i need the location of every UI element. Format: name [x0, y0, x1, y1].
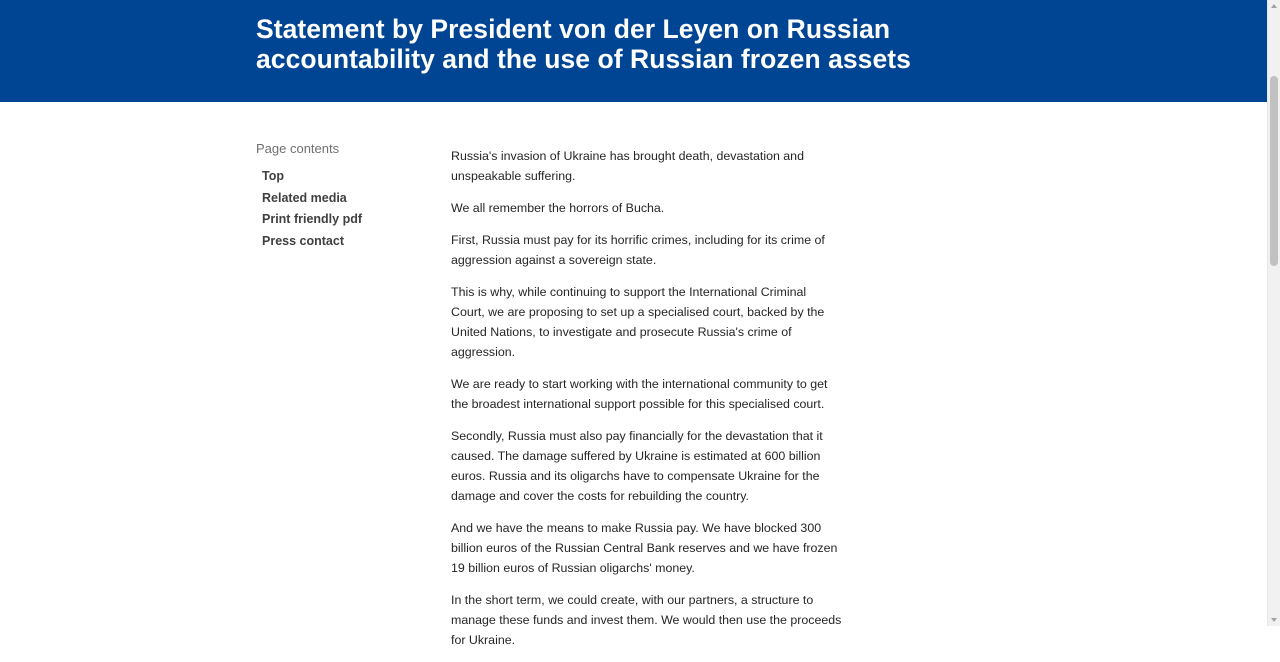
toc-link-related-media[interactable]: Related media — [262, 190, 347, 205]
scroll-thumb[interactable] — [1270, 76, 1278, 266]
toc-link-top[interactable]: Top — [262, 169, 284, 183]
article-paragraph: First, Russia must pay for its horrific crimes, including for its crime of aggression against a sovereign state. — [451, 233, 825, 267]
toc-item-top — [262, 166, 426, 188]
page-header — [0, 0, 1267, 102]
toc-item-press-contact — [262, 231, 426, 253]
article-paragraph: Secondly, Russia must also pay financially for the devastation that it caused. The damage suffered by Ukraine is estimated at 600 billion euros. Russia and its oligarchs have to compensate Ukraine for the damage and cover the costs for rebuilding the country. — [451, 429, 823, 503]
toc-item-print-friendly-pdf — [262, 209, 426, 231]
article-paragraph: We are ready to start working with the international community to get the broadest international support possible for this specialised court. — [451, 377, 828, 411]
toc-link-print-friendly-pdf[interactable]: Print friendly pdf — [262, 212, 362, 227]
scroll-down-arrow-icon[interactable] — [1271, 618, 1277, 622]
article-paragraph: This is why, while continuing to support the International Criminal Court, we are proposing to set up a specialised court, backed by the United Nations, to investigate and prosecute Russia's crime of aggression. — [451, 285, 825, 359]
article-paragraph: In the short term, we could create, with our partners, a structure to manage these funds and invest them. We would then use the proceeds for Ukraine. — [451, 593, 842, 647]
page-title: Statement by President von der Leyen on Russian accountability and the use of Russian frozen assets — [256, 14, 911, 74]
vertical-scrollbar[interactable] — [1267, 0, 1280, 626]
page-contents-title: Page contents — [256, 141, 340, 156]
scroll-up-arrow-icon[interactable] — [1271, 4, 1277, 8]
article-body — [451, 146, 843, 662]
page-contents-list — [256, 166, 426, 253]
page-contents-nav — [256, 140, 426, 253]
article-paragraph: Russia's invasion of Ukraine has brought death, devastation and unspeakable suffering. — [451, 149, 804, 183]
toc-link-press-contact[interactable]: Press contact — [262, 234, 344, 249]
toc-item-related-media — [262, 188, 426, 210]
article-paragraph: We all remember the horrors of Bucha. — [451, 201, 665, 215]
article-paragraph: And we have the means to make Russia pay. We have blocked 300 billion euros of the Russian Central Bank reserves and we have frozen 19 billion euros of Russian oligarchs' money. — [451, 521, 838, 575]
